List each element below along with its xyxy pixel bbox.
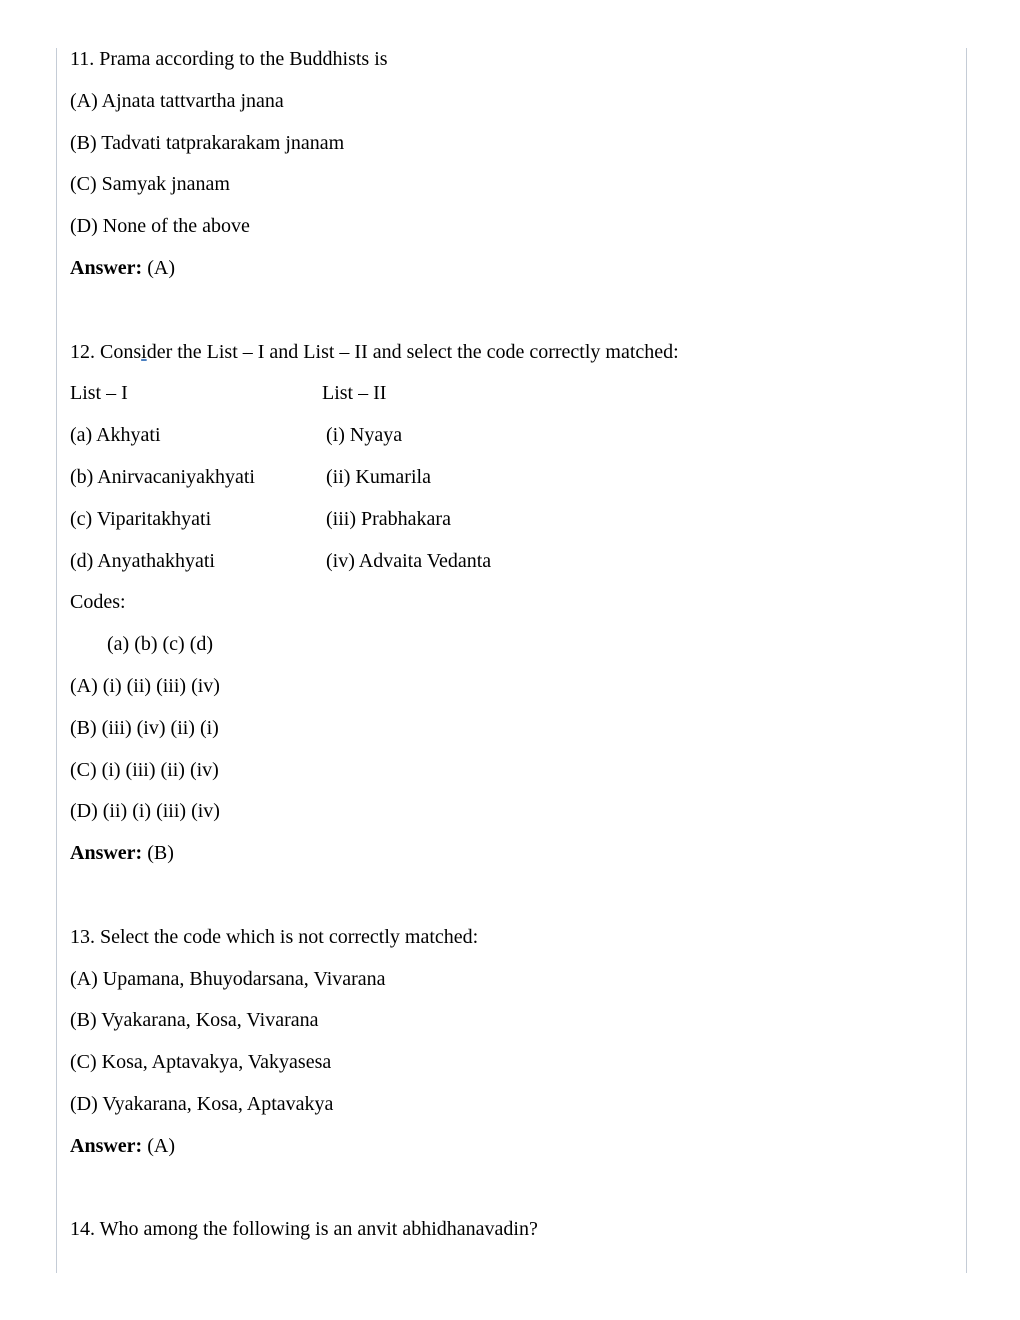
option: (A) Ajnata tattvartha jnana [70,89,284,112]
option: (B) Vyakarana, Kosa, Vivarana [70,1009,319,1032]
question-12 [70,332,950,875]
document-body [70,39,950,1251]
answer [70,248,950,290]
question-text: 11. Prama according to the Buddhists is [70,48,388,70]
option: (C) Samyak jnanam [70,173,230,196]
match-row [70,541,950,583]
match-row [70,415,950,457]
list1-item: (b) Anirvacaniyakhyati [70,465,255,488]
answer-value: (B) [142,842,174,865]
list1-header: List – I [70,382,128,405]
question-text: 14. Who among the following is an anvit abhidhanavadin? [70,1218,538,1241]
option: (D) None of the above [70,215,250,238]
option: (C) (i) (iii) (ii) (iv) [70,758,219,781]
option: (A) Upamana, Bhuyodarsana, Vivarana [70,967,386,990]
match-row [70,499,950,541]
option: (B) Tadvati tatprakarakam jnanam [70,131,345,154]
answer-label: Answer: [70,256,143,279]
list1-item: (d) Anyathakhyati [70,549,215,572]
answer-label: Answer: [70,1134,143,1157]
question-13 [70,917,950,1168]
codes-label: Codes: [70,591,126,614]
list2-header: List – II [322,382,387,405]
answer-value: (A) [142,1134,175,1157]
question-text: 13. Select the code which is not correctly matched: [70,925,479,948]
list2-item: (ii) Kumarila [326,465,431,488]
text-cursor-mark: i [141,340,147,363]
list1-item: (a) Akhyati [70,424,161,447]
option: (D) (ii) (i) (iii) (iv) [70,800,220,823]
option: (A) (i) (ii) (iii) (iv) [70,674,220,697]
question-text-part: der the List – I and List – II and select the code correctly matched: [146,340,679,363]
match-row [70,457,950,499]
option: (D) Vyakarana, Kosa, Aptavakya [70,1092,334,1115]
right-margin-line [966,48,967,1273]
list2-item: (iv) Advaita Vedanta [326,549,492,572]
list1-item: (c) Viparitakhyati [70,507,212,530]
answer-label: Answer: [70,842,143,865]
list2-item: (iii) Prabhakara [326,507,451,530]
option: (B) (iii) (iv) (ii) (i) [70,716,219,739]
option: (C) Kosa, Aptavakya, Vakyasesa [70,1051,332,1074]
question-14 [70,1209,950,1251]
answer-value: (A) [142,256,175,279]
list-headers [70,373,950,415]
answer [70,1126,950,1168]
question-text-part: 12. Cons [70,340,142,363]
question-text [70,332,950,374]
left-margin-line [56,48,57,1273]
question-11 [70,39,950,290]
answer [70,833,950,875]
list2-item: (i) Nyaya [326,424,403,447]
codes-header: (a) (b) (c) (d) [107,633,214,656]
